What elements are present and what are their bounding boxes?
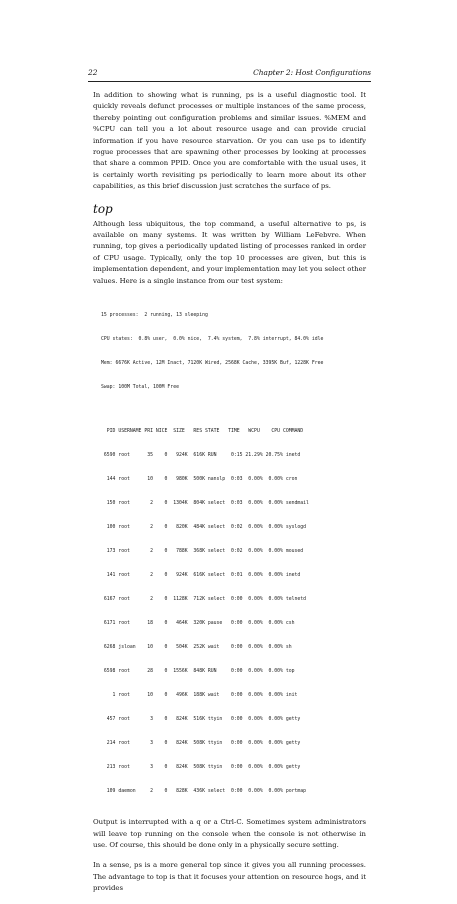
code-table-row: 141 root 2 0 924K 616K select 0:01 0.00% 0.00% inetd [101, 573, 301, 579]
code-table-row: 6598 root 28 0 1556K 848K RUN 0:00 0.00% 0.00% top [101, 669, 295, 675]
paragraph-top-intro: Although less ubiquitous, the top command, a useful alternative to ps, is available on many systems. It was written by William LeFebvre. When running, top gives a periodically updated listing of processes ranked in order of CPU usage. Typically, only the top 10 processes are given, but this is implementation dependent, and your implementation may let you select other values. Here is a single instance from our test system: [93, 219, 366, 285]
code-line: 15 processes: 2 running, 13 sleeping [101, 313, 208, 319]
page-body [93, 90, 366, 904]
code-table-row: 213 root 3 0 824K 508K ttyin 0:00 0.00% 0.00% getty [101, 765, 301, 771]
code-table-row: 457 root 3 0 824K 516K ttyin 0:00 0.00% 0.00% getty [101, 717, 301, 723]
code-table-row: 214 root 3 0 824K 508K ttyin 0:00 0.00% 0.00% getty [101, 741, 301, 747]
paragraph-ps-vs-top: In a sense, ps is a more general top since it gives you all running processes. The advantage to top is that it focuses your attention on resource hogs, and it provides [93, 861, 366, 893]
code-table-row: 6171 root 18 0 464K 320K pause 0:00 0.00% 0.00% csh [101, 621, 295, 627]
code-table-row: 144 root 10 0 980K 500K nanslp 0:03 0.00% 0.00% cron [101, 477, 298, 483]
code-table-row: 109 daemon 2 0 828K 436K select 0:00 0.00% 0.00% portmap [101, 789, 307, 795]
code-table-row: 100 root 2 0 820K 484K select 0:02 0.00% 0.00% syslogd [101, 525, 307, 531]
code-line: Mem: 6676K Active, 12M Inact, 7120K Wired, 2568K Cache, 3395K Buf, 1228K Free [101, 361, 324, 367]
code-line: CPU states: 0.8% user, 0.0% nice, 7.4% system, 7.8% interrupt, 84.0% idle [101, 337, 324, 343]
code-line: Swap: 100M Total, 100M Free [101, 385, 179, 391]
page-header [88, 68, 371, 77]
top-output-listing [101, 296, 366, 812]
chapter-title: Chapter 2: Host Configurations [253, 68, 371, 77]
code-table-row: 1 root 10 0 496K 188K wait 0:00 0.00% 0.00% init [101, 693, 298, 699]
code-table-row: 6268 jsloan 10 0 504K 252K wait 0:00 0.00% 0.00% sh [101, 645, 292, 651]
code-table-header: PID USERNAME PRI NICE SIZE RES STATE TIME WCPU CPU COMMAND [101, 429, 304, 435]
code-table-row: 173 root 2 0 788K 368K select 0:02 0.00% 0.00% moused [101, 549, 304, 555]
header-rule [88, 81, 371, 82]
code-table-row: 150 root 2 0 1304K 804K select 0:03 0.00% 0.00% sendmail [101, 501, 309, 507]
page-number: 22 [88, 68, 98, 77]
paragraph-interrupt: Output is interrupted with a q or a Ctrl-C. Sometimes system administrators will leave top running on the console when the console is not otherwise in use. Of course, this should be done only in a physically secure setting. [93, 818, 366, 849]
section-heading-top: top [93, 201, 113, 216]
code-table-row: 6167 root 2 0 1128K 712K select 0:00 0.00% 0.00% telnetd [101, 597, 307, 603]
code-table-row: 6590 root 35 0 924K 616K RUN 0:15 21.29% 20.75% inetd [101, 453, 301, 459]
paragraph-ps-diagnostic: In addition to showing what is running, ps is a useful diagnostic tool. It quickly reveals defunct processes or multiple instances of the same process, thereby pointing out configuration problems and similar issues. %MEM and %CPU can tell you a lot about resource usage and can provide crucial information if you have resource starvation. Or you can use ps to identify rogue processes that are spawning other processes by looking at processes that share a common PPID. Once you are comfortable with the usual uses, it is certainly worth revisiting ps periodically to learn more about its other capabilities, as this brief discussion just scratches the surface of ps. [93, 91, 366, 191]
